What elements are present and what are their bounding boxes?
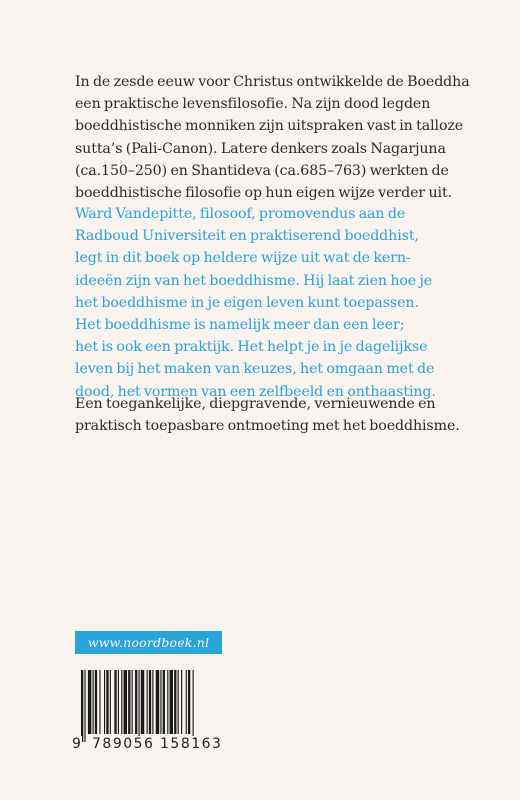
barcode-bar — [88, 670, 91, 734]
isbn-right-group: 158163 — [160, 736, 223, 752]
barcode-bar — [106, 670, 108, 734]
blurb-line: het is ook een praktijk. Het helpt je in je dagelijkse — [75, 339, 428, 356]
barcode-bar — [104, 670, 105, 734]
isbn-left-group: 789056 — [92, 736, 155, 752]
barcode-bar — [193, 670, 194, 742]
barcode-bar — [160, 670, 161, 734]
barcode-bar — [121, 670, 122, 734]
closing-paragraph — [75, 393, 460, 437]
barcode-bar — [167, 670, 168, 734]
barcode-bar — [156, 670, 159, 734]
barcode-bar — [188, 670, 190, 734]
author-blurb-paragraph — [75, 203, 450, 403]
barcode-bar — [99, 670, 100, 734]
publisher-website-link[interactable]: www.noordboek.nl — [75, 631, 222, 654]
barcode-bar — [149, 670, 151, 734]
blurb-line: leven bij het maken van keuzes, het omgaan met de — [75, 361, 435, 378]
barcode-bar — [118, 670, 119, 734]
barcode-bar — [128, 670, 130, 734]
barcode-bar — [141, 670, 144, 734]
closing-line: praktisch toepasbare ontmoeting met het boeddhisme. — [75, 418, 460, 435]
barcode-bars — [71, 670, 226, 742]
intro-line: boeddhistische filosofie op hun eigen wijze verder uit. — [75, 185, 452, 202]
barcode-bar — [84, 670, 85, 742]
barcode-bar — [135, 670, 137, 734]
barcode-bar — [114, 670, 116, 734]
barcode-bar — [152, 670, 153, 734]
barcode-bar — [139, 670, 140, 742]
barcode-bar — [124, 670, 127, 734]
barcode-bar — [147, 670, 148, 734]
blurb-line: Het boeddhisme is namelijk meer dan een leer; — [75, 317, 405, 334]
barcode-bar — [170, 670, 173, 734]
intro-paragraph — [75, 71, 470, 204]
isbn-barcode — [71, 670, 226, 742]
blurb-line: het boeddhisme in je eigen leven kunt toepassen. — [75, 294, 419, 311]
intro-line: In de zesde eeuw voor Christus ontwikkelde de Boeddha — [75, 74, 470, 90]
blurb-line: legt in dit boek op heldere wijze uit wat de kern- — [75, 250, 411, 267]
isbn-first-digit: 9 — [72, 736, 81, 752]
barcode-bar — [132, 670, 133, 734]
intro-line: een praktische levensfilosofie. Na zijn dood legden — [75, 96, 431, 113]
intro-line: sutta’s (Pali-Canon). Latere denkers zoals Nagarjuna — [75, 140, 446, 157]
barcode-bar — [93, 670, 94, 734]
barcode-bar — [110, 670, 111, 734]
barcode-bar — [95, 670, 97, 734]
intro-line: (ca.150–250) en Shantideva (ca.685–763) werkten de — [75, 162, 449, 179]
barcode-bar — [181, 670, 182, 734]
barcode-bar — [186, 670, 187, 734]
blurb-line: Ward Vandepitte, filosoof, promovendus aan de — [75, 206, 406, 222]
blurb-line: dood, het vormen van een zelfbeeld en onthaasting. — [75, 383, 436, 400]
barcode-bar — [163, 670, 165, 734]
blurb-line: ideeën zijn van het boeddhisme. Hij laat zien hoe je — [75, 272, 433, 289]
barcode-bar — [81, 670, 83, 742]
blurb-line: Radboud Universiteit en praktiserend boeddhist, — [75, 228, 419, 245]
intro-line: boeddhistische monniken zijn uitspraken vast in talloze — [75, 118, 464, 135]
barcode-bar — [178, 670, 179, 734]
closing-line: Een toegankelijke, diepgravende, vernieuwende en — [75, 396, 436, 412]
barcode-bar — [174, 670, 176, 734]
